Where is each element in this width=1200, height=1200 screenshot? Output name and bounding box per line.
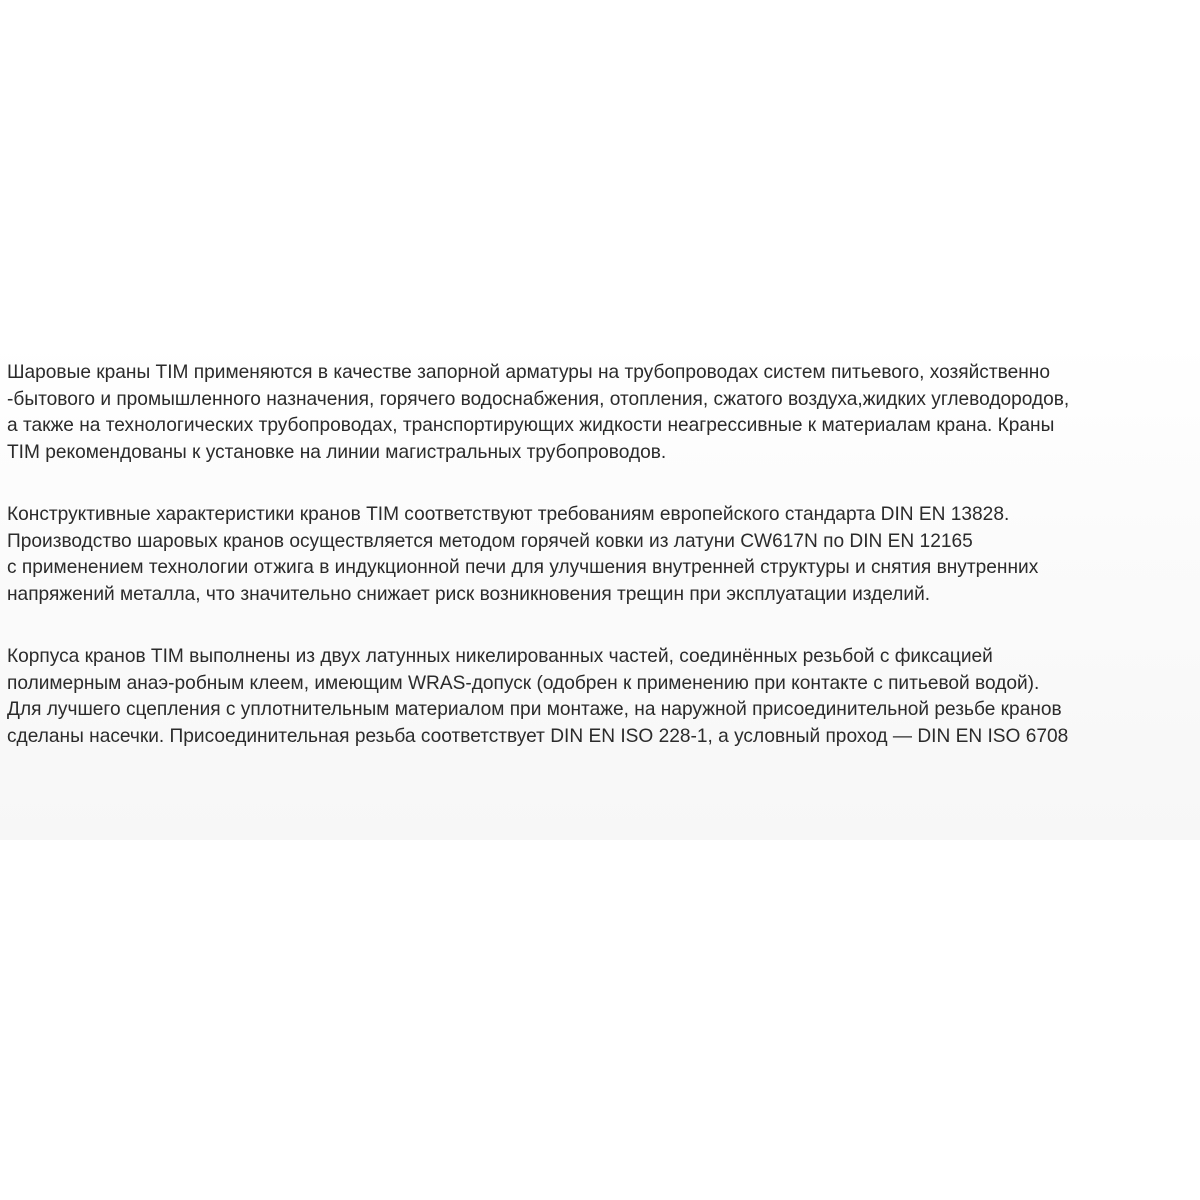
paragraph-line: с применением технологии отжига в индукционной печи для улучшения внутренней структуры и снятия внутренних bbox=[7, 557, 1039, 578]
paragraph-design-standards bbox=[7, 502, 1197, 608]
paragraph-line: полимерным анаэ-робным клеем, имеющим WRAS-допуск (одобрен к применению при контакте с питьевой водой). bbox=[7, 672, 1040, 694]
paragraph-line: напряжений металла, что значительно снижает риск возникновения трещин при эксплуатации изделий. bbox=[7, 583, 931, 605]
paragraph-line: сделаны насечки. Присоединительная резьба соответствует DIN EN ISO 228-1, а условный проход — DIN EN ISO 6708 bbox=[7, 725, 1069, 747]
paragraph-line: -бытового и промышленного назначения, горячего водоснабжения, отопления, сжатого воздуха,жидких углеводородов, bbox=[7, 388, 1070, 410]
paragraph-line: Для лучшего сцепления с уплотнительным материалом при монтаже, на наружной присоединительной резьбе кранов bbox=[7, 699, 1062, 720]
paragraph-line: Шаровые краны TIM применяются в качестве запорной арматуры на трубопроводах систем питьевого, хозяйственно bbox=[7, 362, 1050, 383]
paragraph-line: Конструктивные характеристики кранов TIM соответствуют требованиям европейского стандарта DIN EN 13828. bbox=[7, 504, 1010, 525]
paragraph-line: Производство шаровых кранов осуществляется методом горячей ковки из латуни CW617N по DIN EN 12165 bbox=[7, 530, 973, 552]
paragraph-line: а также на технологических трубопроводах, транспортирующих жидкости неагрессивные к материалам крана. Краны bbox=[7, 415, 1055, 436]
paragraph-body-construction bbox=[7, 644, 1197, 750]
paragraph-application bbox=[7, 360, 1197, 466]
paragraph-line: TIM рекомендованы к установке на линии магистральных трубопроводов. bbox=[7, 441, 667, 463]
paragraph-line: Корпуса кранов TIM выполнены из двух латунных никелированных частей, соединённых резьбой с фиксацией bbox=[7, 646, 993, 667]
